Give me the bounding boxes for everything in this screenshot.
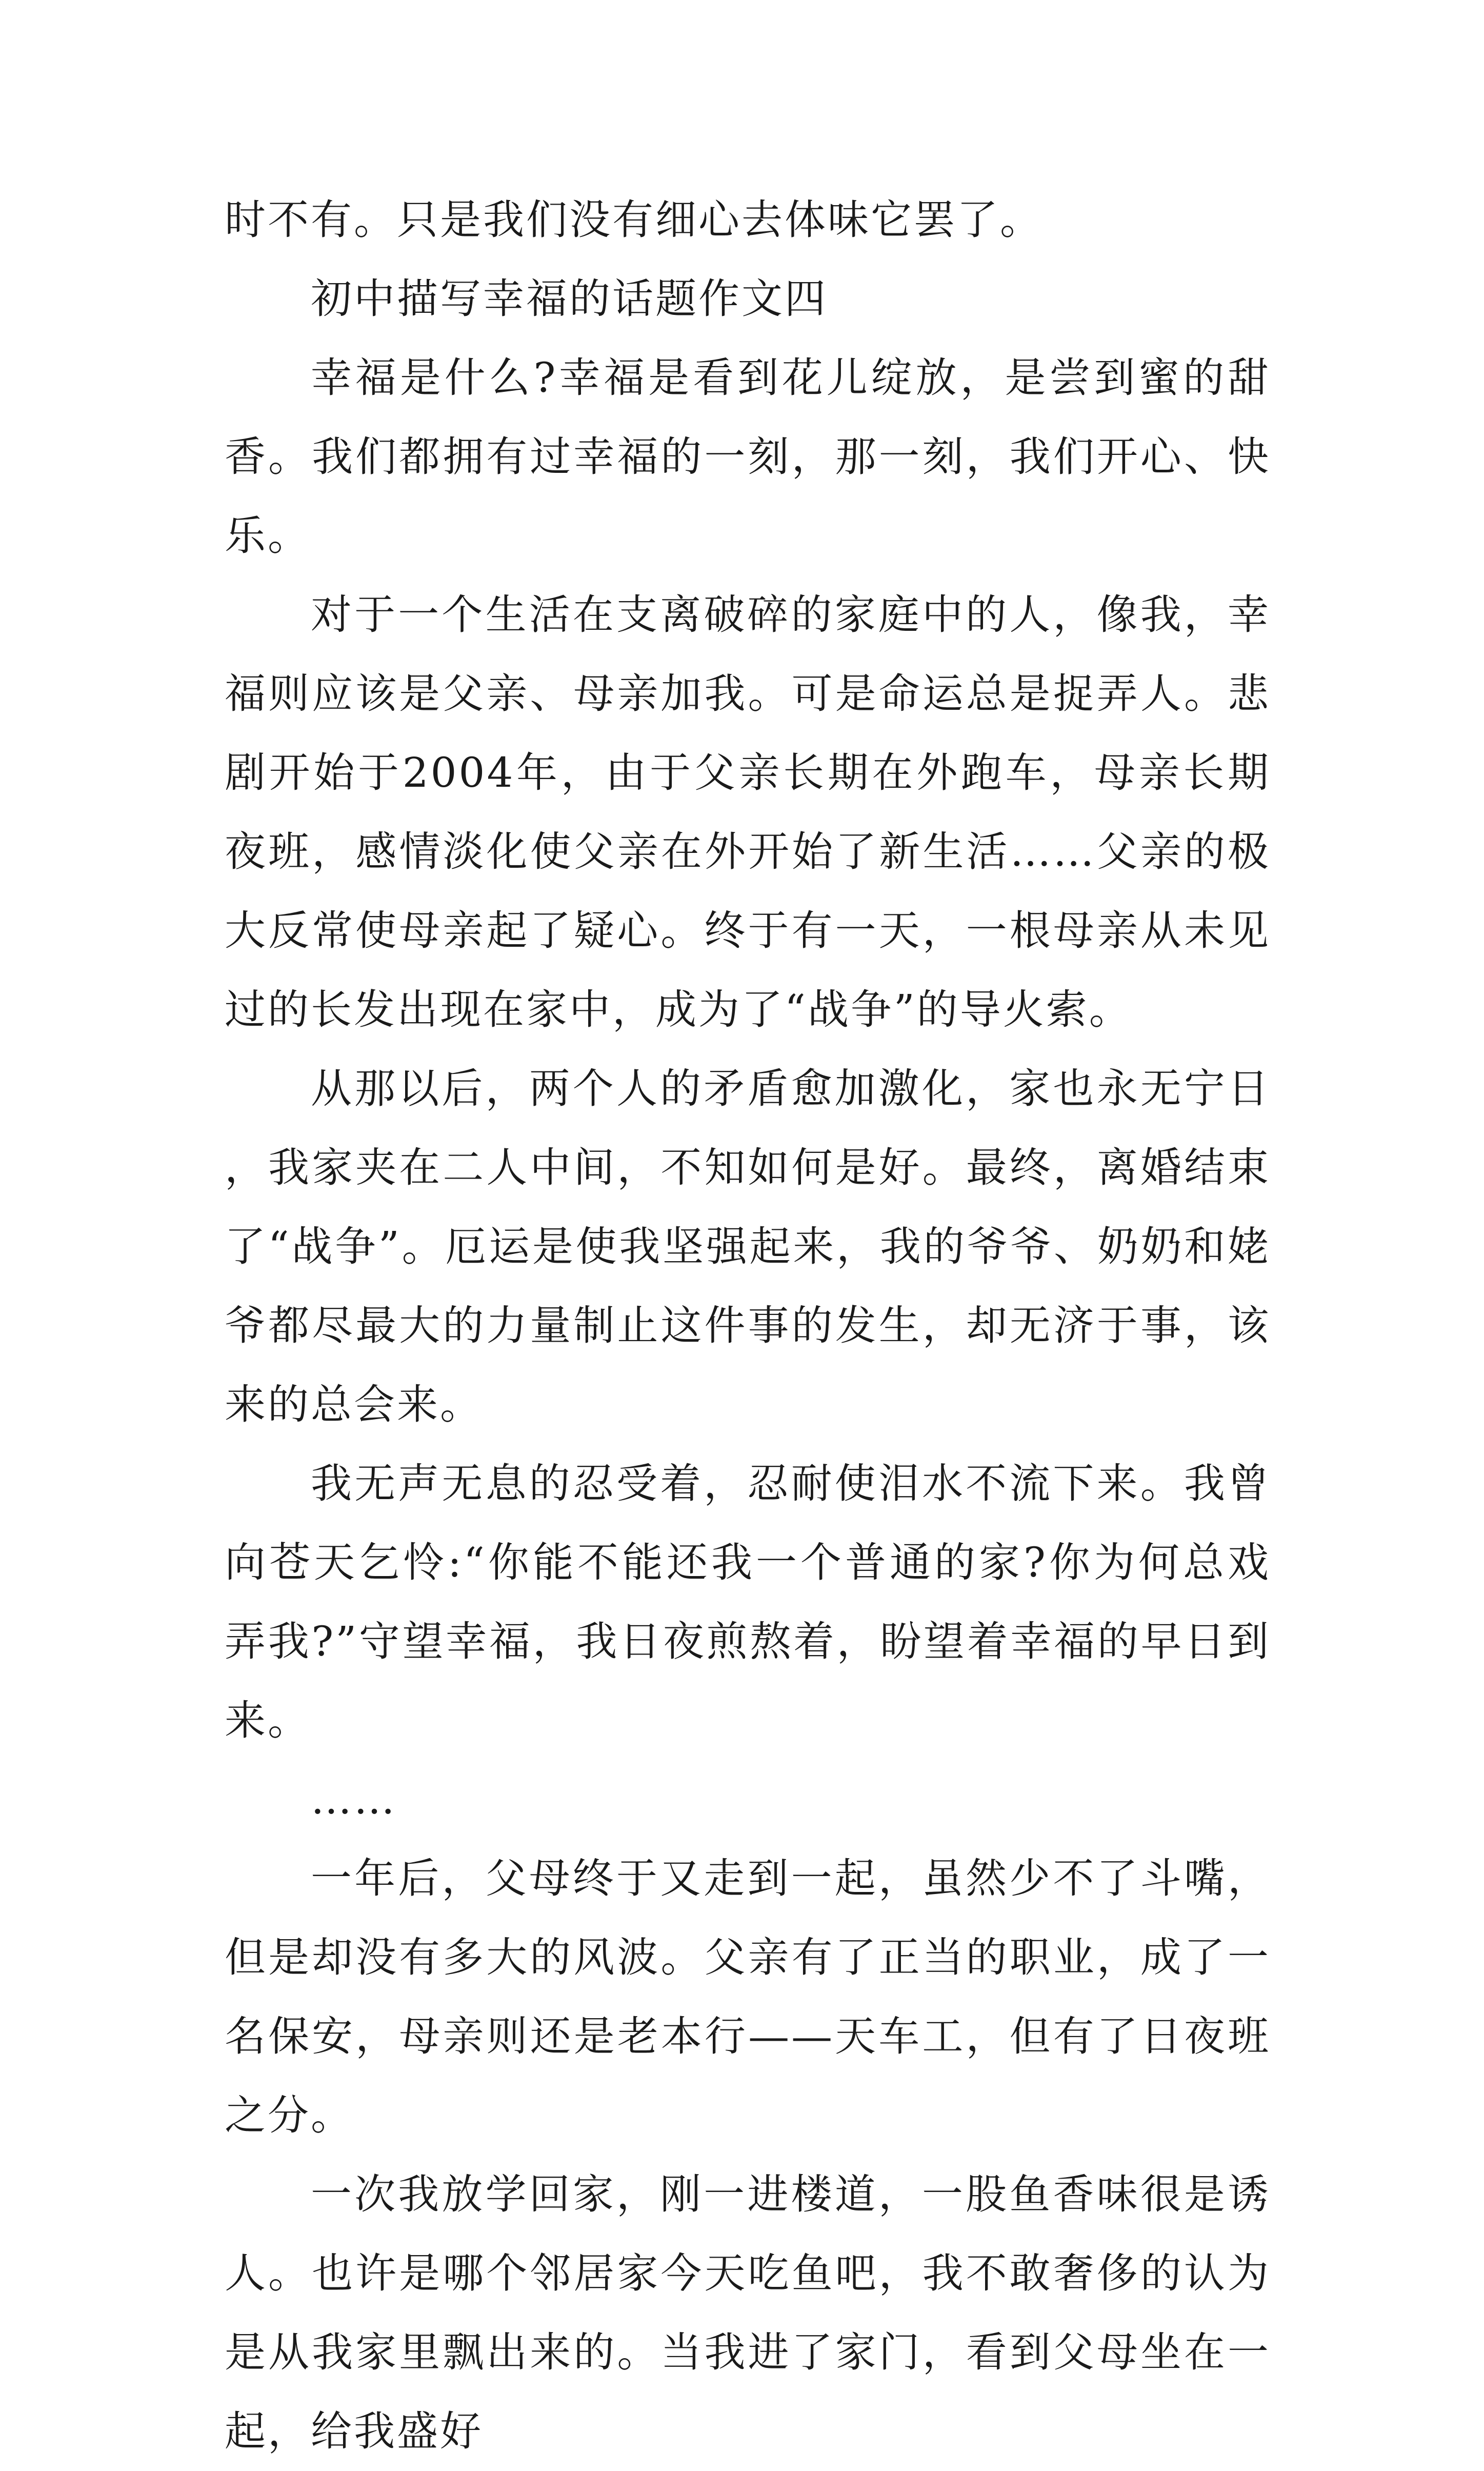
paragraph: 幸福是什么?幸福是看到花儿绽放，是尝到蜜的甜香。我们都拥有过幸福的一刻，那一刻，我们开心、快乐。 <box>225 354 1271 560</box>
paragraph: 一次我放学回家，刚一进楼道，一股鱼香味很是诱人。也许是哪个邻居家今天吃鱼吧，我不敢奢侈的认为是从我家里飘出来的。当我进了家门，看到父母坐在一起，给我盛好 <box>225 2170 1271 2455</box>
paragraph: 一年后，父母终于又走到一起，虽然少不了斗嘴，但是却没有多大的风波。父亲有了正当的职业，成了一名保安，母亲则还是老本行——天车工，但有了日夜班之分。 <box>225 1855 1271 2139</box>
paragraph-continuation: 时不有。只是我们没有细心去体味它罢了。 <box>225 196 1043 244</box>
document-body <box>225 181 1271 2471</box>
ellipsis-break: …… <box>311 1776 397 1823</box>
paragraph: 我无声无息的忍受着，忍耐使泪水不流下来。我曾向苍天乞怜:“你能不能还我一个普通的家?你为何总戏弄我?”守望幸福，我日夜煎熬着，盼望着幸福的早日到来。 <box>225 1460 1271 1744</box>
section-heading: 初中描写幸福的话题作文四 <box>311 275 828 323</box>
paragraph: 对于一个生活在支离破碎的家庭中的人，像我，幸福则应该是父亲、母亲加我。可是命运总是捉弄人。悲剧开始于2004年，由于父亲长期在外跑车，母亲长期夜班，感情淡化使父亲在外开始了新生活……父亲的极大反常使母亲起了疑心。终于有一天，一根母亲从未见过的长发出现在家中，成为了“战争”的导火索。 <box>225 591 1271 1033</box>
paragraph: 从那以后，两个人的矛盾愈加激化，家也永无宁日，我家夹在二人中间，不知如何是好。最终，离婚结束了“战争”。厄运是使我坚强起来，我的爷爷、奶奶和姥爷都尽最大的力量制止这件事的发生，却无济于事，该来的总会来。 <box>225 1065 1271 1428</box>
